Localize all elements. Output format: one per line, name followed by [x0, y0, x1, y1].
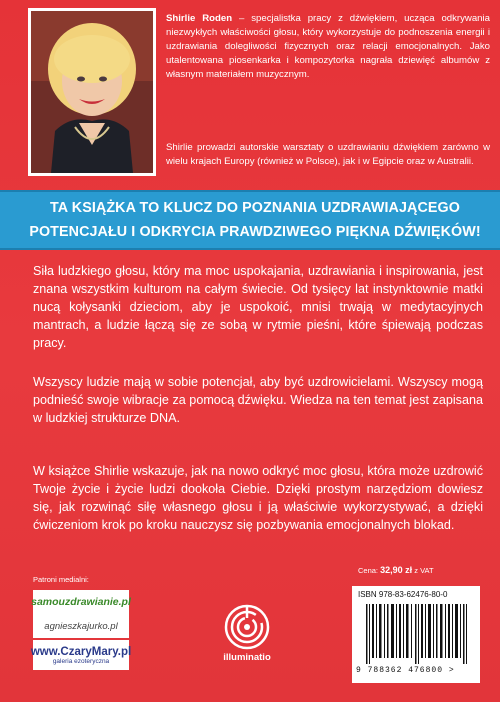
patron-logo-samouzdrawianie — [33, 590, 129, 614]
barcode-icon — [366, 604, 470, 664]
patron-logo-1-text: samouzdrawianie.pl — [31, 596, 131, 608]
price-label: Cena: — [358, 566, 379, 575]
author-photo — [28, 8, 156, 176]
patron-logo-3-subtext: galeria ezoteryczna — [52, 657, 110, 665]
publisher-logo — [218, 604, 276, 684]
price — [358, 565, 434, 575]
headline-line-1: TA KSIĄŻKA TO KLUCZ DO POZNANIA UZDRAWIAJĄCEGO — [50, 200, 460, 216]
author-portrait-image — [31, 11, 153, 173]
paragraph-3: W książce Shirlie wskazuje, jak na nowo odkryć moc głosu, która może uzdrowić Twoje życie i życie ludzi dookoła Ciebie. Dzięki prostym narzędziom dowiesz się, jak rozwinąć siłę własnego głosu i ją właściwie wykorzystywać, a dzięki ćwiczeniom krok po kroku nauczysz się pozbywania emocjonalnych blokad. — [33, 464, 483, 532]
headline — [20, 196, 490, 244]
patron-logo-2-text: agnieszkajurko.pl — [44, 620, 118, 632]
patron-logo-3-text: www.CzaryMary.pl — [30, 645, 132, 658]
labyrinth-icon — [224, 604, 270, 650]
patrons-label: Patroni medialni: — [33, 575, 89, 584]
headline-line-2: POTENCJAŁU I ODKRYCIA PRAWDZIWEGO PIĘKNA DŹWIĘKÓW! — [29, 224, 481, 240]
price-vat: z VAT — [414, 566, 434, 575]
barcode-digits: 9 788362 476800 > — [356, 666, 455, 675]
price-value: 32,90 zł — [380, 565, 413, 575]
publisher-name: illuminatio — [223, 652, 271, 663]
author-name: Shirlie Roden — [166, 13, 233, 24]
author-bio — [166, 12, 490, 82]
isbn-number: ISBN 978-83-62476-80-0 — [358, 590, 448, 599]
patron-logo-czarymary — [30, 640, 132, 670]
paragraph-1: Siła ludzkiego głosu, który ma moc uspokajania, uzdrawiania i inspirowania, jest znana wszystkim kulturom na całym świecie. Od tysięcy lat instynktownie matki nucą kołysanki dzieciom, aby je uspokoić, mnisi trwają w medytacyjnych mantrach, a ludzie łączą się ze sobą w rytmie pieśni, które śpiewają podczas pracy. — [33, 264, 483, 350]
isbn-barcode-box — [352, 586, 480, 683]
patron-logo-agnieszkajurko — [33, 614, 129, 638]
author-workshops: Shirlie prowadzi autorskie warsztaty o uzdrawianiu dźwiękiem zarówno w wielu krajach Europy (również w Polsce), jak i w Egipcie oraz w Australii. — [166, 142, 490, 167]
author-bio-intro: – specjalistka pracy z dźwiękiem, ucząca odkrywania niezwykłych właściwości głosu, który wykorzystuje do podnoszenia energii i uzdrawiania dolegliwości fizycznych oraz relacji emocjonalnych. Jako utalentowana piosenkarka i kompozytorka nagrała dziewięć albumów z własnym materiałem muzycznym. — [166, 13, 490, 80]
paragraph-2: Wszyscy ludzie mają w sobie potencjał, aby być uzdrowicielami. Wszyscy mogą podnieść swoje wibracje za pomocą dźwięku. Wiedza na ten temat jest zapisana w ludzkiej strukturze DNA. — [33, 375, 483, 425]
